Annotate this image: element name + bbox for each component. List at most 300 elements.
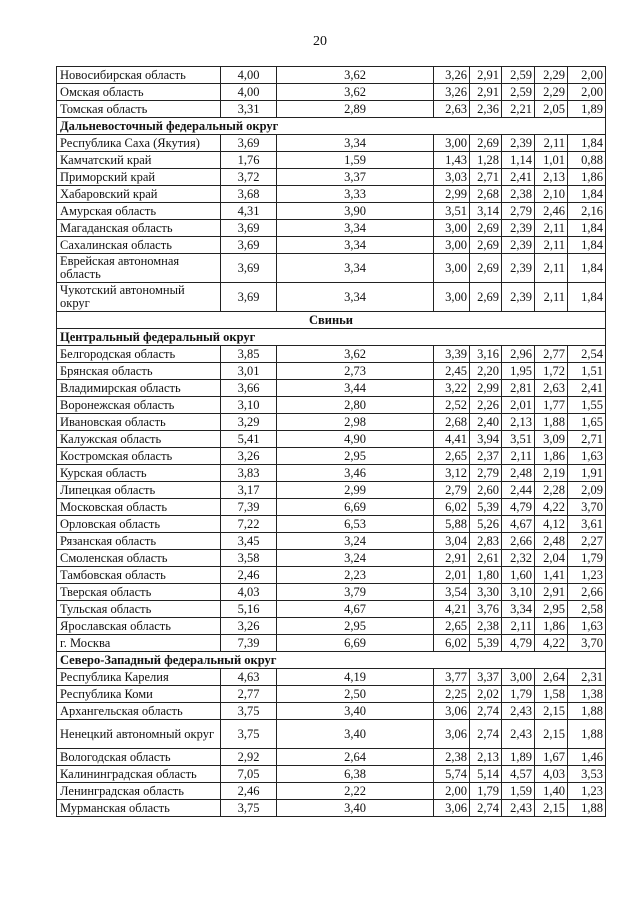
value-cell: 3,33	[277, 186, 434, 203]
value-cell: 2,19	[535, 465, 568, 482]
value-cell: 2,22	[277, 783, 434, 800]
value-cell: 1,88	[568, 720, 606, 749]
value-cell: 2,58	[568, 601, 606, 618]
value-cell: 3,24	[277, 550, 434, 567]
table-row	[57, 414, 606, 431]
value-cell: 4,31	[221, 203, 277, 220]
value-cell: 2,50	[277, 686, 434, 703]
value-cell: 3,68	[221, 186, 277, 203]
value-cell: 1,23	[568, 783, 606, 800]
value-cell: 2,81	[502, 380, 535, 397]
value-cell: 3,37	[470, 669, 502, 686]
value-cell: 7,39	[221, 635, 277, 652]
value-cell: 3,40	[277, 703, 434, 720]
value-cell: 1,51	[568, 363, 606, 380]
value-cell: 3,00	[434, 254, 470, 283]
value-cell: 1,60	[502, 567, 535, 584]
region-name: Орловская область	[57, 516, 221, 533]
value-cell: 2,21	[502, 101, 535, 118]
value-cell: 3,26	[221, 448, 277, 465]
table-row	[57, 766, 606, 783]
group-title: Свиньи	[57, 312, 606, 329]
value-cell: 2,11	[535, 220, 568, 237]
value-cell: 2,45	[434, 363, 470, 380]
region-name: Тверская область	[57, 584, 221, 601]
value-cell: 1,84	[568, 237, 606, 254]
value-cell: 1,79	[470, 783, 502, 800]
value-cell: 2,15	[535, 703, 568, 720]
value-cell: 3,70	[568, 635, 606, 652]
value-cell: 3,26	[221, 618, 277, 635]
value-cell: 3,94	[470, 431, 502, 448]
value-cell: 2,68	[470, 186, 502, 203]
region-name: Липецкая область	[57, 482, 221, 499]
region-name: Калужская область	[57, 431, 221, 448]
section-title: Северо-Западный федеральный округ	[57, 652, 606, 669]
value-cell: 4,79	[502, 499, 535, 516]
region-name: Ленинградская область	[57, 783, 221, 800]
value-cell: 1,88	[568, 800, 606, 817]
table-row	[57, 186, 606, 203]
value-cell: 4,12	[535, 516, 568, 533]
table-row	[57, 203, 606, 220]
value-cell: 3,77	[434, 669, 470, 686]
value-cell: 3,75	[221, 720, 277, 749]
value-cell: 2,95	[277, 448, 434, 465]
table-row	[57, 584, 606, 601]
value-cell: 2,71	[568, 431, 606, 448]
region-name: Тульская область	[57, 601, 221, 618]
value-cell: 2,36	[470, 101, 502, 118]
value-cell: 2,38	[434, 749, 470, 766]
value-cell: 2,91	[470, 84, 502, 101]
value-cell: 2,96	[502, 346, 535, 363]
value-cell: 1,23	[568, 567, 606, 584]
value-cell: 2,09	[568, 482, 606, 499]
value-cell: 7,05	[221, 766, 277, 783]
value-cell: 2,38	[470, 618, 502, 635]
value-cell: 3,51	[502, 431, 535, 448]
table-row	[57, 220, 606, 237]
value-cell: 2,01	[502, 397, 535, 414]
table-row	[57, 800, 606, 817]
value-cell: 3,66	[221, 380, 277, 397]
value-cell: 2,63	[434, 101, 470, 118]
value-cell: 2,41	[502, 169, 535, 186]
value-cell: 0,88	[568, 152, 606, 169]
value-cell: 2,46	[221, 783, 277, 800]
value-cell: 3,72	[221, 169, 277, 186]
value-cell: 3,10	[502, 584, 535, 601]
table-row	[57, 533, 606, 550]
value-cell: 3,62	[277, 346, 434, 363]
value-cell: 1,84	[568, 186, 606, 203]
value-cell: 3,26	[434, 84, 470, 101]
value-cell: 2,11	[535, 237, 568, 254]
value-cell: 3,04	[434, 533, 470, 550]
value-cell: 3,14	[470, 203, 502, 220]
value-cell: 4,63	[221, 669, 277, 686]
value-cell: 3,29	[221, 414, 277, 431]
value-cell: 3,61	[568, 516, 606, 533]
value-cell: 2,89	[277, 101, 434, 118]
value-cell: 2,11	[502, 618, 535, 635]
value-cell: 6,69	[277, 499, 434, 516]
region-name: Республика Карелия	[57, 669, 221, 686]
value-cell: 2,01	[434, 567, 470, 584]
value-cell: 3,40	[277, 800, 434, 817]
value-cell: 3,85	[221, 346, 277, 363]
value-cell: 3,34	[277, 237, 434, 254]
value-cell: 3,70	[568, 499, 606, 516]
region-name: Камчатский край	[57, 152, 221, 169]
value-cell: 3,01	[221, 363, 277, 380]
value-cell: 4,00	[221, 84, 277, 101]
value-cell: 1,38	[568, 686, 606, 703]
value-cell: 2,69	[470, 254, 502, 283]
value-cell: 2,10	[535, 186, 568, 203]
value-cell: 2,69	[470, 283, 502, 312]
value-cell: 2,44	[502, 482, 535, 499]
table-row	[57, 783, 606, 800]
value-cell: 3,16	[470, 346, 502, 363]
value-cell: 1,88	[535, 414, 568, 431]
value-cell: 3,39	[434, 346, 470, 363]
value-cell: 2,64	[277, 749, 434, 766]
value-cell: 4,21	[434, 601, 470, 618]
value-cell: 3,06	[434, 703, 470, 720]
region-name: г. Москва	[57, 635, 221, 652]
value-cell: 1,79	[568, 550, 606, 567]
value-cell: 4,00	[221, 67, 277, 84]
value-cell: 1,88	[568, 703, 606, 720]
table-row	[57, 749, 606, 766]
value-cell: 2,80	[277, 397, 434, 414]
value-cell: 3,69	[221, 220, 277, 237]
section-header-row	[57, 652, 606, 669]
value-cell: 5,26	[470, 516, 502, 533]
table-row	[57, 601, 606, 618]
value-cell: 2,69	[470, 237, 502, 254]
value-cell: 1,89	[502, 749, 535, 766]
value-cell: 2,66	[502, 533, 535, 550]
value-cell: 3,00	[434, 135, 470, 152]
table-row	[57, 618, 606, 635]
value-cell: 3,03	[434, 169, 470, 186]
value-cell: 2,69	[470, 135, 502, 152]
value-cell: 3,90	[277, 203, 434, 220]
value-cell: 2,99	[434, 186, 470, 203]
value-cell: 3,00	[434, 237, 470, 254]
table-row	[57, 516, 606, 533]
value-cell: 3,00	[434, 283, 470, 312]
region-name: Ненецкий автономный округ	[57, 720, 221, 749]
value-cell: 1,84	[568, 220, 606, 237]
value-cell: 4,19	[277, 669, 434, 686]
value-cell: 1,67	[535, 749, 568, 766]
region-name: Владимирская область	[57, 380, 221, 397]
value-cell: 3,79	[277, 584, 434, 601]
value-cell: 1,63	[568, 448, 606, 465]
value-cell: 3,00	[502, 669, 535, 686]
value-cell: 2,52	[434, 397, 470, 414]
region-name: Магаданская область	[57, 220, 221, 237]
value-cell: 3,76	[470, 601, 502, 618]
value-cell: 3,34	[277, 283, 434, 312]
region-name: Амурская область	[57, 203, 221, 220]
value-cell: 5,88	[434, 516, 470, 533]
table-row	[57, 482, 606, 499]
value-cell: 2,11	[535, 254, 568, 283]
value-cell: 2,39	[502, 220, 535, 237]
section-title: Центральный федеральный округ	[57, 329, 606, 346]
region-name: Брянская область	[57, 363, 221, 380]
value-cell: 2,39	[502, 254, 535, 283]
value-cell: 2,13	[502, 414, 535, 431]
value-cell: 2,40	[470, 414, 502, 431]
value-cell: 4,03	[221, 584, 277, 601]
region-name: Ивановская область	[57, 414, 221, 431]
value-cell: 1,40	[535, 783, 568, 800]
value-cell: 2,43	[502, 703, 535, 720]
data-table	[56, 66, 606, 817]
value-cell: 2,28	[535, 482, 568, 499]
value-cell: 2,48	[535, 533, 568, 550]
value-cell: 2,11	[535, 283, 568, 312]
value-cell: 2,23	[277, 567, 434, 584]
value-cell: 4,41	[434, 431, 470, 448]
value-cell: 2,99	[470, 380, 502, 397]
value-cell: 3,00	[434, 220, 470, 237]
value-cell: 2,60	[470, 482, 502, 499]
table-row	[57, 346, 606, 363]
region-name: Калининградская область	[57, 766, 221, 783]
value-cell: 3,34	[277, 220, 434, 237]
value-cell: 3,45	[221, 533, 277, 550]
value-cell: 1,14	[502, 152, 535, 169]
value-cell: 3,46	[277, 465, 434, 482]
value-cell: 3,69	[221, 135, 277, 152]
value-cell: 3,54	[434, 584, 470, 601]
value-cell: 1,84	[568, 135, 606, 152]
value-cell: 2,11	[502, 448, 535, 465]
value-cell: 3,69	[221, 283, 277, 312]
value-cell: 1,65	[568, 414, 606, 431]
value-cell: 1,59	[502, 783, 535, 800]
region-name: Приморский край	[57, 169, 221, 186]
value-cell: 2,29	[535, 84, 568, 101]
value-cell: 1,55	[568, 397, 606, 414]
value-cell: 3,26	[434, 67, 470, 84]
value-cell: 2,13	[470, 749, 502, 766]
value-cell: 1,89	[568, 101, 606, 118]
section-header-row	[57, 118, 606, 135]
value-cell: 2,13	[535, 169, 568, 186]
table-row	[57, 720, 606, 749]
group-header-row	[57, 312, 606, 329]
region-name: Костромская область	[57, 448, 221, 465]
value-cell: 3,40	[277, 720, 434, 749]
value-cell: 2,61	[470, 550, 502, 567]
table-row	[57, 550, 606, 567]
region-name: Тамбовская область	[57, 567, 221, 584]
value-cell: 5,39	[470, 635, 502, 652]
value-cell: 2,79	[434, 482, 470, 499]
table-row	[57, 465, 606, 482]
region-name: Ярославская область	[57, 618, 221, 635]
value-cell: 2,74	[470, 703, 502, 720]
value-cell: 6,69	[277, 635, 434, 652]
value-cell: 1,28	[470, 152, 502, 169]
value-cell: 2,95	[277, 618, 434, 635]
value-cell: 3,17	[221, 482, 277, 499]
table-row	[57, 397, 606, 414]
value-cell: 7,22	[221, 516, 277, 533]
value-cell: 1,86	[568, 169, 606, 186]
value-cell: 2,11	[535, 135, 568, 152]
region-name: Смоленская область	[57, 550, 221, 567]
value-cell: 2,98	[277, 414, 434, 431]
value-cell: 3,75	[221, 800, 277, 817]
table-row	[57, 169, 606, 186]
value-cell: 3,34	[277, 254, 434, 283]
value-cell: 3,10	[221, 397, 277, 414]
table-row	[57, 283, 606, 312]
value-cell: 3,22	[434, 380, 470, 397]
region-name: Республика Саха (Якутия)	[57, 135, 221, 152]
value-cell: 3,69	[221, 254, 277, 283]
value-cell: 1,63	[568, 618, 606, 635]
value-cell: 5,74	[434, 766, 470, 783]
value-cell: 2,64	[535, 669, 568, 686]
table-row	[57, 669, 606, 686]
value-cell: 1,76	[221, 152, 277, 169]
value-cell: 5,14	[470, 766, 502, 783]
table-row	[57, 703, 606, 720]
value-cell: 1,77	[535, 397, 568, 414]
value-cell: 1,46	[568, 749, 606, 766]
value-cell: 2,05	[535, 101, 568, 118]
value-cell: 2,16	[568, 203, 606, 220]
value-cell: 2,31	[568, 669, 606, 686]
value-cell: 2,65	[434, 618, 470, 635]
value-cell: 1,80	[470, 567, 502, 584]
value-cell: 2,79	[470, 465, 502, 482]
region-name: Вологодская область	[57, 749, 221, 766]
table-row	[57, 363, 606, 380]
value-cell: 2,74	[470, 720, 502, 749]
value-cell: 1,58	[535, 686, 568, 703]
region-name: Белгородская область	[57, 346, 221, 363]
value-cell: 2,79	[502, 203, 535, 220]
table-row	[57, 237, 606, 254]
region-name: Чукотский автономный округ	[57, 283, 221, 312]
value-cell: 3,51	[434, 203, 470, 220]
region-name: Мурманская область	[57, 800, 221, 817]
value-cell: 2,37	[470, 448, 502, 465]
value-cell: 2,59	[502, 67, 535, 84]
value-cell: 4,57	[502, 766, 535, 783]
region-name: Республика Коми	[57, 686, 221, 703]
value-cell: 2,25	[434, 686, 470, 703]
value-cell: 2,66	[568, 584, 606, 601]
region-name: Омская область	[57, 84, 221, 101]
value-cell: 2,46	[535, 203, 568, 220]
value-cell: 1,01	[535, 152, 568, 169]
value-cell: 6,02	[434, 499, 470, 516]
value-cell: 5,16	[221, 601, 277, 618]
value-cell: 5,41	[221, 431, 277, 448]
table-row	[57, 499, 606, 516]
value-cell: 4,90	[277, 431, 434, 448]
value-cell: 3,12	[434, 465, 470, 482]
table-row	[57, 254, 606, 283]
value-cell: 2,39	[502, 237, 535, 254]
value-cell: 2,69	[470, 220, 502, 237]
value-cell: 2,20	[470, 363, 502, 380]
value-cell: 1,72	[535, 363, 568, 380]
region-name: Хабаровский край	[57, 186, 221, 203]
table-row	[57, 67, 606, 84]
value-cell: 3,06	[434, 800, 470, 817]
value-cell: 3,75	[221, 703, 277, 720]
value-cell: 2,43	[502, 800, 535, 817]
value-cell: 1,84	[568, 254, 606, 283]
table-row	[57, 686, 606, 703]
value-cell: 2,91	[434, 550, 470, 567]
region-name: Курская область	[57, 465, 221, 482]
section-header-row	[57, 329, 606, 346]
value-cell: 2,15	[535, 800, 568, 817]
value-cell: 2,77	[535, 346, 568, 363]
value-cell: 3,06	[434, 720, 470, 749]
region-name: Томская область	[57, 101, 221, 118]
value-cell: 2,00	[434, 783, 470, 800]
value-cell: 2,41	[568, 380, 606, 397]
page-number: 20	[313, 34, 327, 49]
value-cell: 3,30	[470, 584, 502, 601]
region-name: Сахалинская область	[57, 237, 221, 254]
value-cell: 6,38	[277, 766, 434, 783]
value-cell: 3,53	[568, 766, 606, 783]
value-cell: 2,02	[470, 686, 502, 703]
value-cell: 4,03	[535, 766, 568, 783]
section-title: Дальневосточный федеральный округ	[57, 118, 606, 135]
value-cell: 3,62	[277, 67, 434, 84]
value-cell: 4,67	[277, 601, 434, 618]
region-name: Новосибирская область	[57, 67, 221, 84]
value-cell: 2,71	[470, 169, 502, 186]
table-row	[57, 635, 606, 652]
value-cell: 3,24	[277, 533, 434, 550]
region-name: Московская область	[57, 499, 221, 516]
value-cell: 1,86	[535, 618, 568, 635]
value-cell: 3,62	[277, 84, 434, 101]
value-cell: 2,99	[277, 482, 434, 499]
value-cell: 2,92	[221, 749, 277, 766]
table-row	[57, 101, 606, 118]
value-cell: 2,32	[502, 550, 535, 567]
value-cell: 2,83	[470, 533, 502, 550]
value-cell: 3,31	[221, 101, 277, 118]
value-cell: 2,91	[535, 584, 568, 601]
table-body	[57, 67, 606, 817]
table-row	[57, 380, 606, 397]
value-cell: 4,22	[535, 635, 568, 652]
value-cell: 3,34	[502, 601, 535, 618]
region-name: Архангельская область	[57, 703, 221, 720]
value-cell: 2,73	[277, 363, 434, 380]
